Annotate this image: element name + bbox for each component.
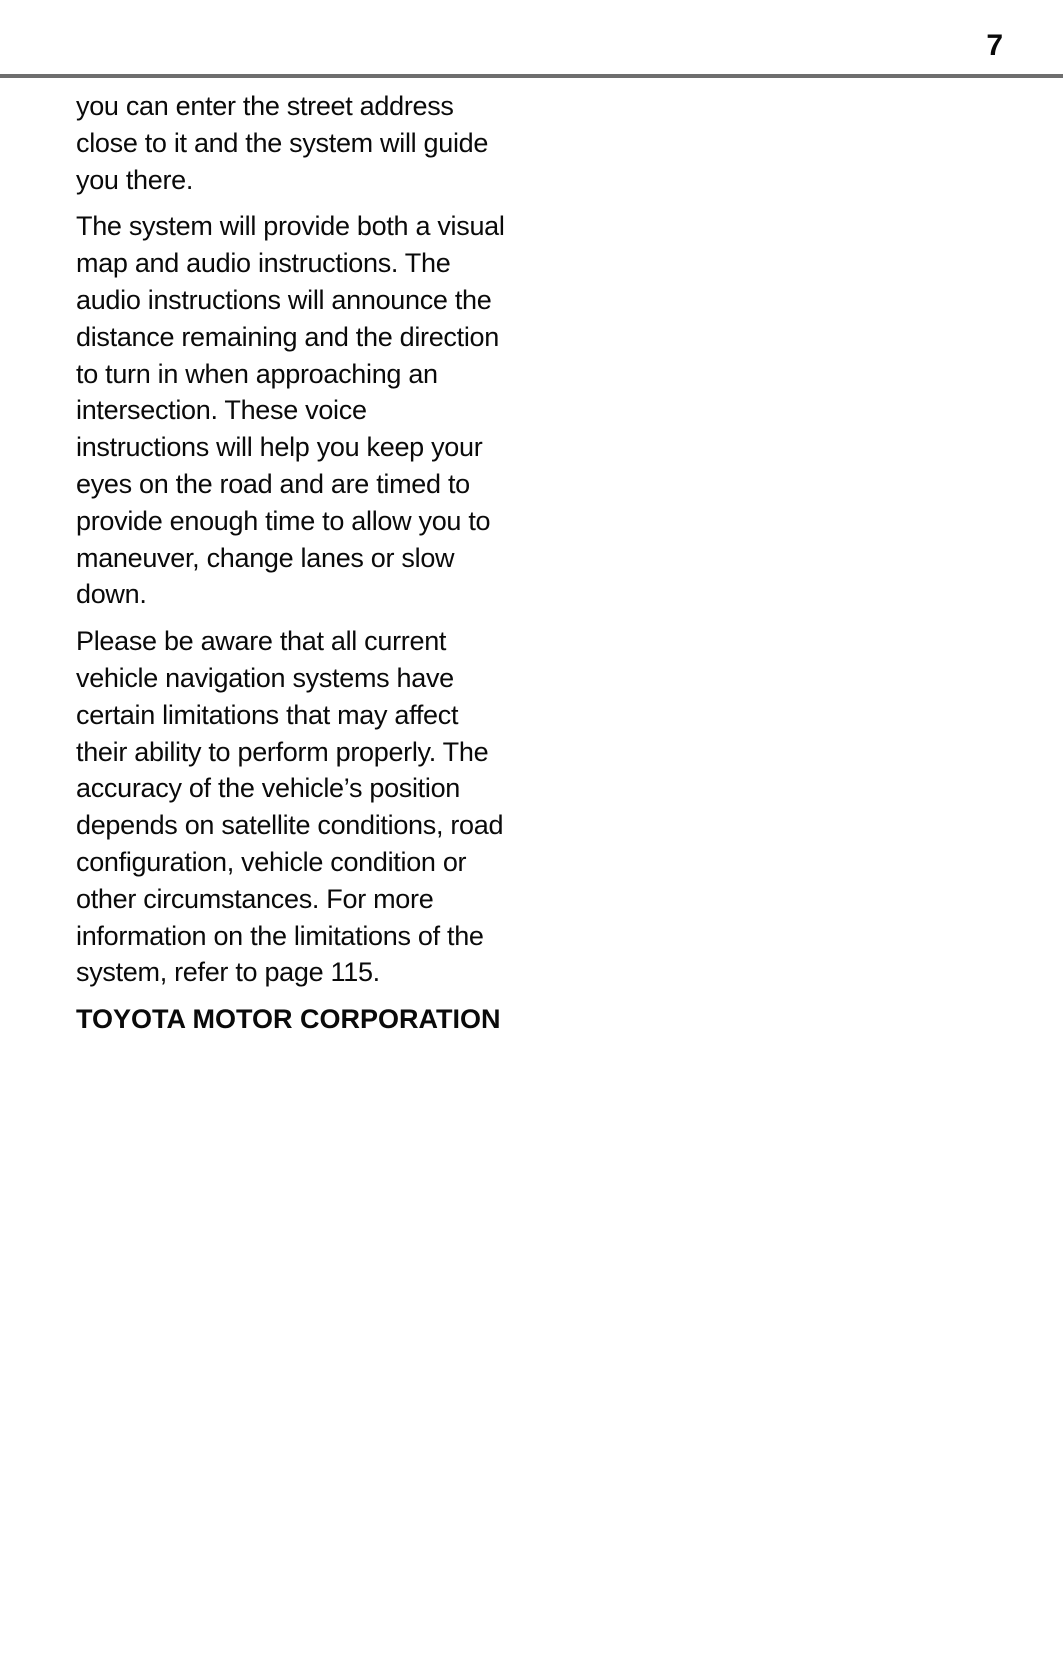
- paragraph-system-limitations: Please be aware that all current vehicle navigation systems have certain limitations that may affect their ability to perform properly. The accuracy of the vehicle’s position depends on satellite conditions, road configuration, vehicle condition or other circumstances. For more information on the limitations of the system, refer to page 115.: [76, 626, 504, 988]
- paragraph-visual-audio-instructions: The system will provide both a visual map and audio instructions. The audio instructions will announce the distance remaining and the direction to turn in when approaching an intersection. These voice instructions will help you keep your eyes on the road and are timed to provide enough time to allow you to maneuver, change lanes or slow down.: [76, 211, 505, 610]
- body-text-column: [76, 88, 506, 1048]
- page-number: 7: [986, 29, 1003, 62]
- paragraph-address-guidance: you can enter the street address close to it and the system will guide you there.: [76, 91, 489, 195]
- header-divider: [0, 74, 1063, 78]
- corporate-signature: TOYOTA MOTOR CORPORATION: [76, 1004, 501, 1035]
